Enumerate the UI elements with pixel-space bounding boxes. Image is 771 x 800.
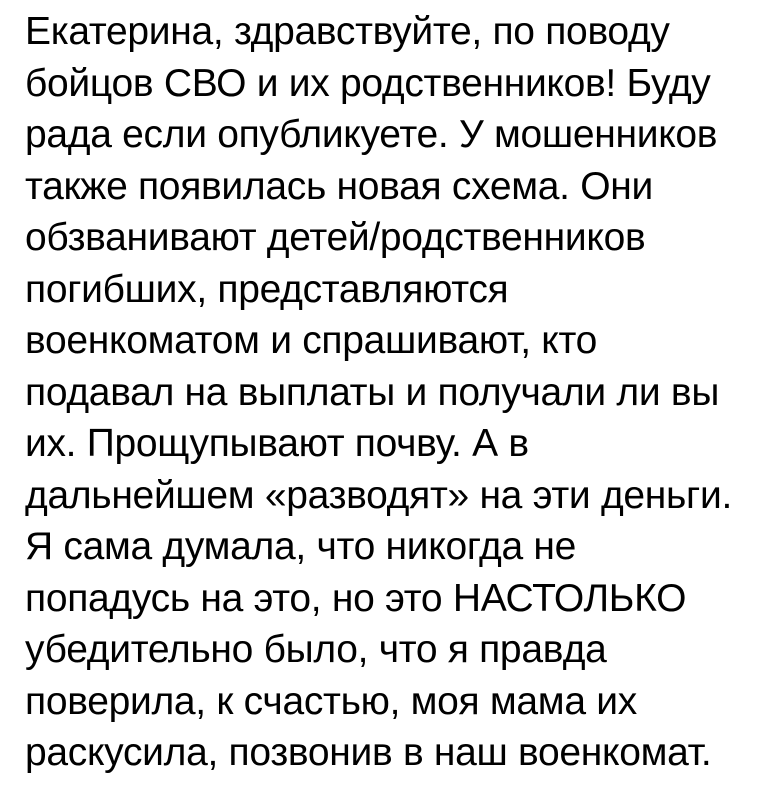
text-line: военкоматом и спрашивают, кто <box>25 319 597 362</box>
text-line: подавал на выплаты и получали ли вы <box>25 370 720 414</box>
text-line: попадусь на это, но это НАСТОЛЬКО <box>25 576 687 620</box>
text-line: Екатерина, здравствуйте, по поводу <box>25 10 670 53</box>
text-line: их. Прощупывают почву. А в <box>25 422 529 465</box>
text-line: раскусила, позвонив в наш военкомат. <box>25 731 712 774</box>
text-line: обзванивают детей/родственников <box>25 216 646 259</box>
text-line: дальнейшем «разводят» на эти деньги. <box>25 473 732 517</box>
text-line: Я сама думала, что никогда не <box>25 525 577 568</box>
text-line: поверила, к счастью, моя мама их <box>25 679 637 723</box>
text-line: погибших, представляются <box>25 267 509 311</box>
text-line: убедительно было, что я правда <box>25 628 607 671</box>
text-line: рада если опубликуете. У мошенников <box>25 113 718 156</box>
text-line: также появилась новая схема. Они <box>25 164 653 208</box>
text-line: бойцов СВО и их родственников! Буду <box>25 61 711 105</box>
